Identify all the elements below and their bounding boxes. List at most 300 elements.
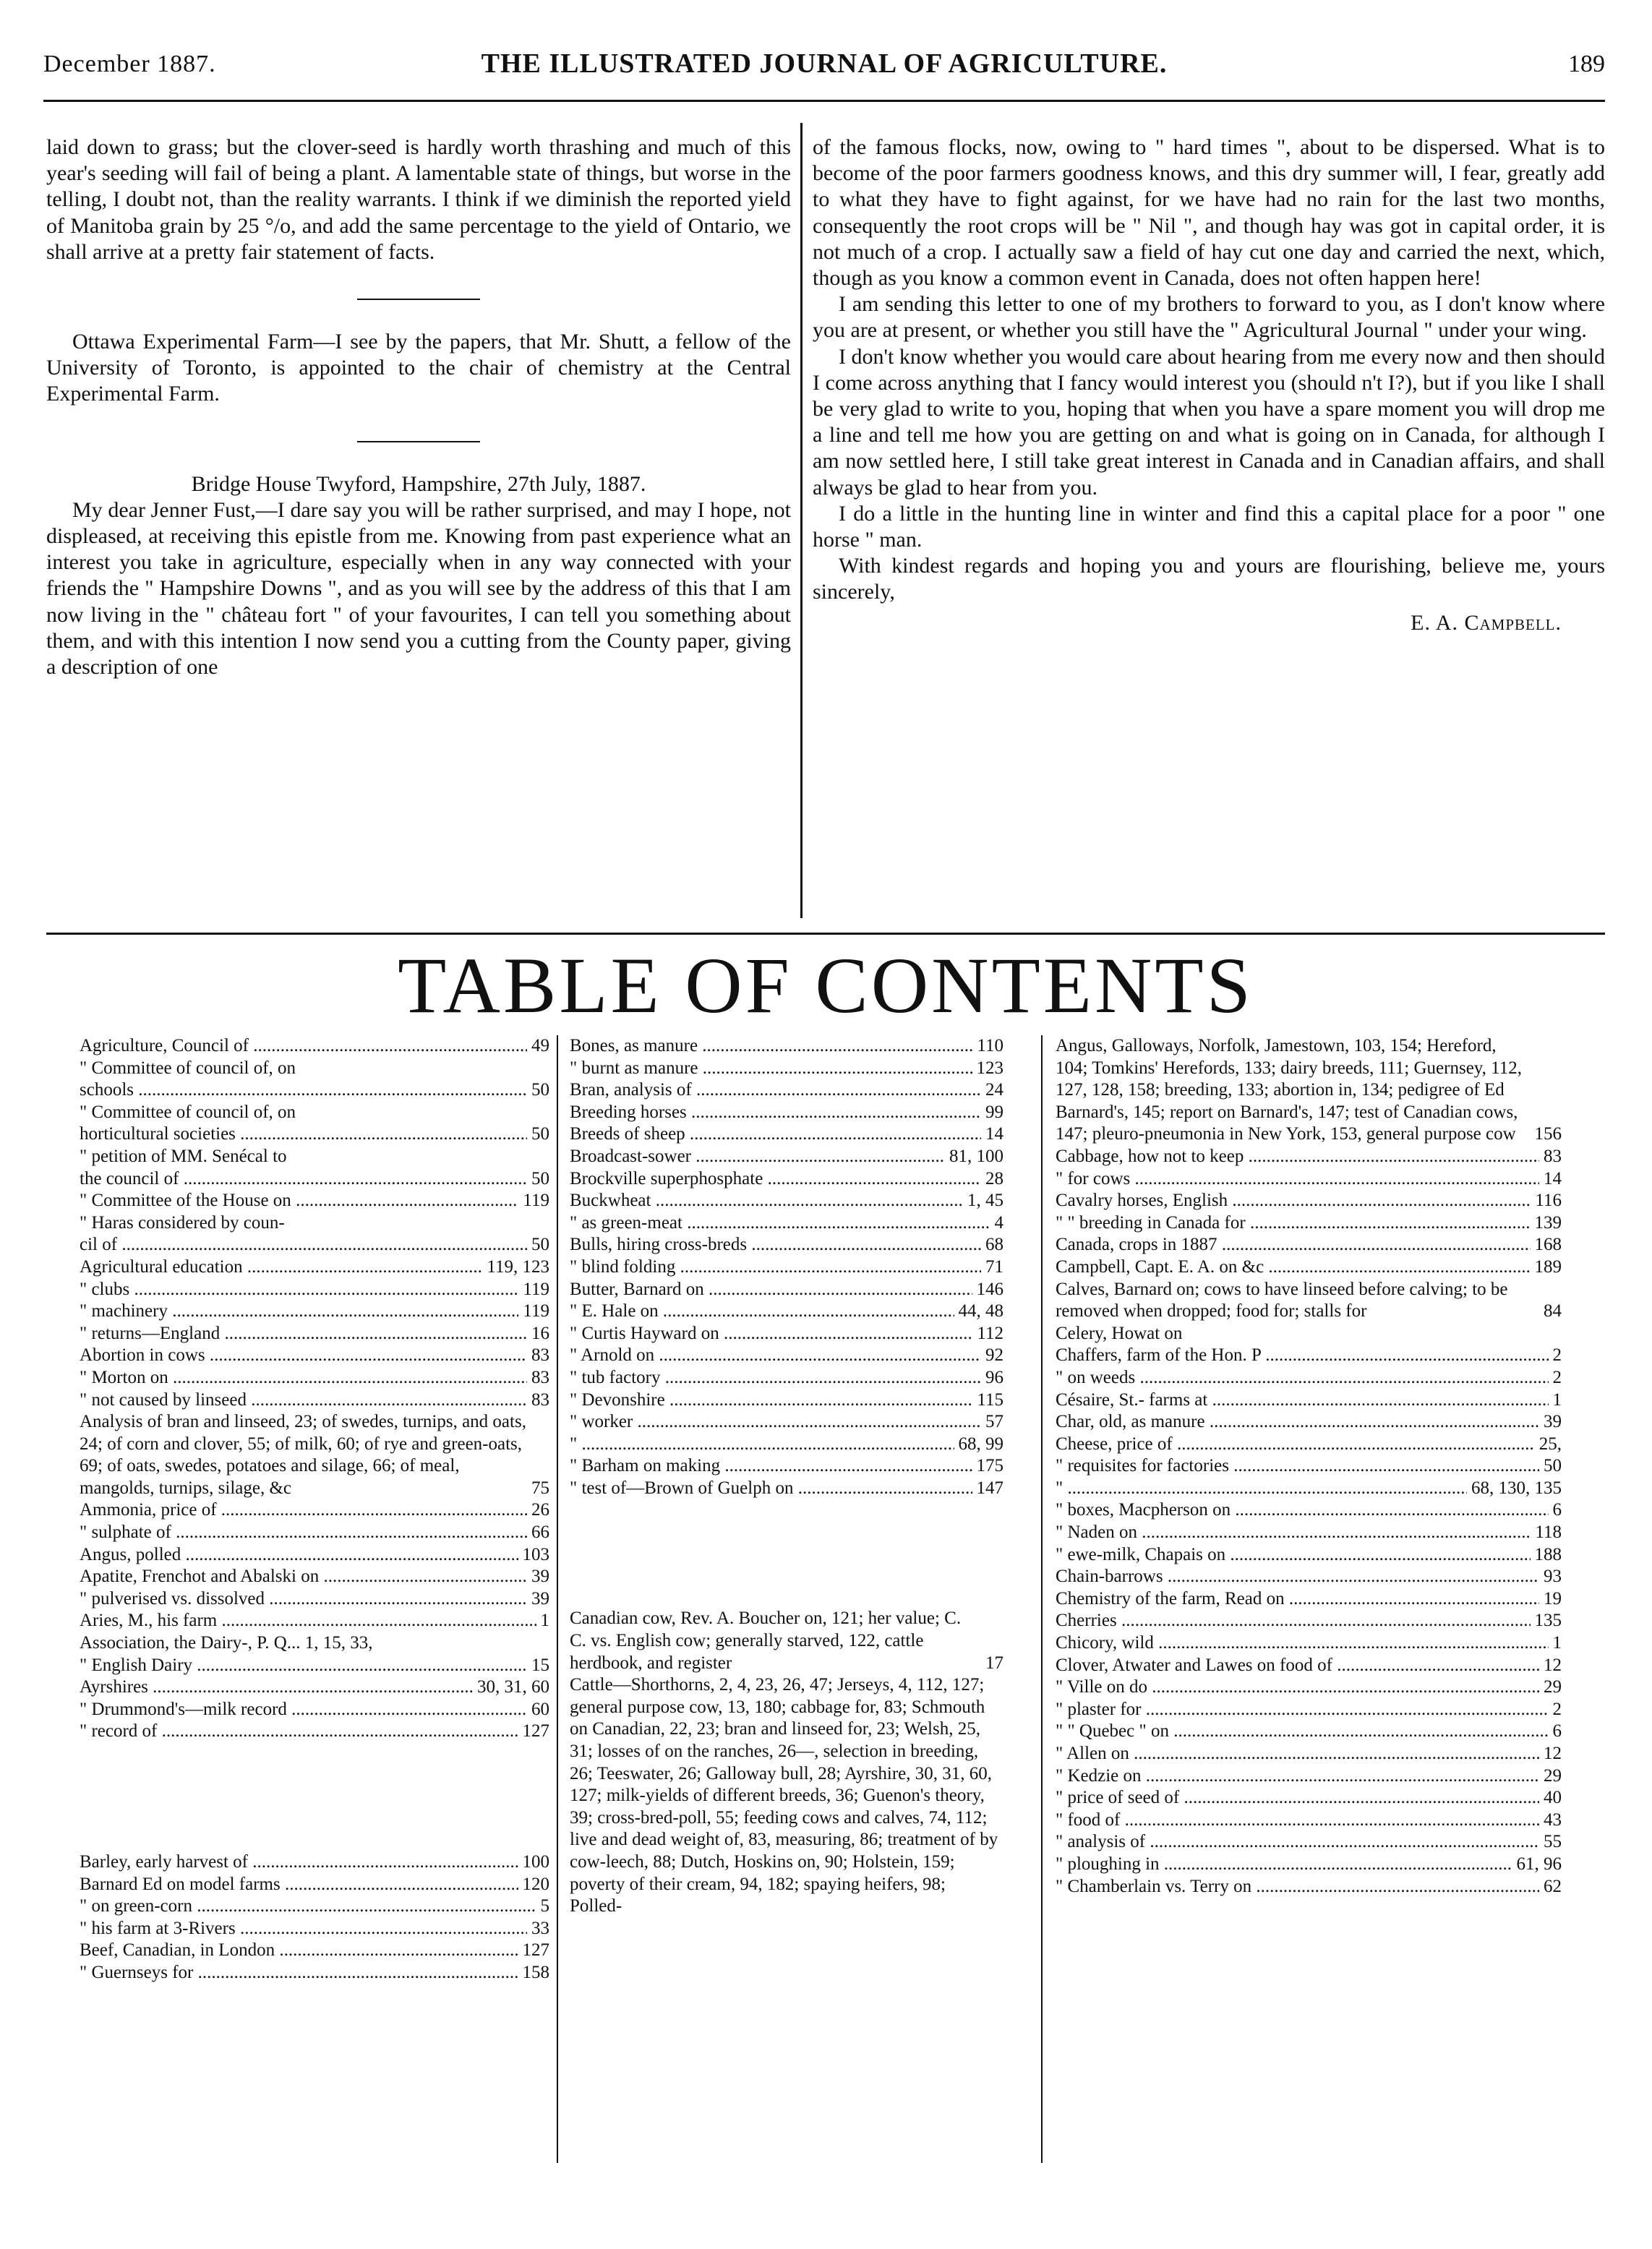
- toc-entry: [1056, 1499, 1562, 1522]
- toc-entry-title: Chaffers, farm of the Hon. P .....: [1056, 1345, 1549, 1367]
- toc-entry: [1056, 1676, 1562, 1699]
- toc-entry: [80, 1279, 549, 1301]
- toc-entry: [1056, 1787, 1562, 1809]
- toc-entry-page: 68, 130, 135: [1471, 1478, 1562, 1498]
- toc-entry: [570, 1367, 1003, 1389]
- toc-entry-page: 5: [540, 1896, 549, 1916]
- toc-entry-page: 14: [1544, 1168, 1562, 1188]
- toc-entry-page: 28: [985, 1168, 1003, 1188]
- toc-entry: [1056, 1588, 1562, 1611]
- toc-entry-title: Angus, polled .....: [80, 1544, 518, 1567]
- toc-entry-page: 1, 45: [967, 1191, 1003, 1211]
- toc-entry: [570, 1058, 1003, 1080]
- toc-entry-page: 40: [1544, 1788, 1562, 1808]
- toc-entry-page: 14: [985, 1124, 1003, 1144]
- toc-entry-title: " Curtis Hayward on .....: [570, 1323, 972, 1345]
- toc-entry-page: 6: [1552, 1500, 1562, 1520]
- toc-entry-page: 92: [985, 1345, 1003, 1366]
- toc-entry-title: " boxes, Macpherson on .....: [1056, 1499, 1549, 1522]
- toc-entry-title: " English Dairy .....: [80, 1655, 527, 1677]
- letter-dateline: Bridge House Twyford, Hampshire, 27th July, 1887.: [191, 471, 646, 496]
- toc-entry: [1056, 1522, 1562, 1544]
- toc-entry: [570, 1323, 1003, 1345]
- toc-entry-page: 116: [1535, 1191, 1562, 1211]
- paragraph: I don't know whether you would care about hearing from me every now and then should I come across anything that I fancy would interest you (should n't I?), but if you like I shall be very glad to write to you, hoping that when you have a spare moment you will drop me a line and tell me how you are getting on and what is going on in Canada, for although I am now settled here, I still take great interest in Canada and in Canadian affairs, and shall always be glad to hear from you.: [813, 344, 1605, 500]
- toc-entry-title: " clubs .....: [80, 1279, 518, 1301]
- toc-entry-page: 2: [1552, 1345, 1562, 1366]
- toc-entry-page: 25,: [1538, 1434, 1562, 1454]
- toc-entry: [1056, 1699, 1562, 1721]
- toc-entry-page: 50: [531, 1168, 549, 1188]
- toc-entry: [1056, 1190, 1562, 1212]
- paragraph: My dear Jenner Fust,—I dare say you will be rather surprised, and may I hope, not displeased, at receiving this epistle from me. Knowing from past experience what an interest you take in agriculture, especially when in any way connected with your friends the " Hampshire Downs ", and as you will see by the address of this that I am now living in the " château fort " of your favourites, I can tell you something about them, and with this intention I now send you a cutting from the County paper, giving a description of one: [46, 497, 791, 680]
- toc-entry-title: " Haras considered by coun-: [80, 1212, 285, 1233]
- paragraph: laid down to grass; but the clover-seed is hardly worth thrashing and much of this year's seeding will fail of being a plant. A lamentable state of things, but worse in the telling, I doubt not, than the reality warrants. I think if we diminish the reported yield of Manitoba grain by 25 °/o, and add the same percentage to the yield of Ontario, we shall arrive at a pretty fair statement of facts.: [46, 135, 791, 264]
- toc-entry-title: Celery, Howat on: [1056, 1323, 1183, 1343]
- toc-entry: [80, 1079, 549, 1102]
- toc-entry: [1056, 1411, 1562, 1434]
- toc-entry: [1056, 1655, 1562, 1677]
- toc-entry-page: 66: [531, 1522, 549, 1543]
- toc-entry: [80, 1035, 549, 1058]
- toc-entry-title: " test of—Brown of Guelph on .....: [570, 1478, 972, 1500]
- toc-entry-title: Canadian cow, Rev. A. Boucher on, 121; her value; C. C. vs. English cow; generally starved, 122, cattle herdbook, and register: [570, 1608, 962, 1673]
- toc-entry-title: Buckwheat .....: [570, 1190, 963, 1212]
- toc-entry-title: " ploughing in .....: [1056, 1854, 1512, 1876]
- toc-entry-title: Calves, Barnard on; cows to have linseed before calving; to be removed when dropped; food for; stalls for: [1056, 1279, 1508, 1321]
- toc-entry-title: " Committee of council of, on: [80, 1058, 296, 1078]
- toc-entry: [570, 1455, 1003, 1478]
- toc-entry: [80, 1345, 549, 1367]
- toc-entry-page: 15: [531, 1655, 549, 1675]
- toc-entry: [80, 1190, 549, 1212]
- toc-entry: [570, 1212, 1003, 1235]
- toc-entry: [570, 1301, 1003, 1323]
- toc-entry: [1056, 1323, 1562, 1345]
- toc-entry-page: 100: [522, 1852, 549, 1872]
- toc-entry-title: " .....: [570, 1434, 954, 1456]
- page-header: [43, 43, 1605, 101]
- toc-entry: [80, 1544, 549, 1567]
- toc-entry-page: 30, 31, 60: [477, 1677, 549, 1697]
- toc-entry: [1056, 1035, 1562, 1146]
- toc-entry-page: [545, 1058, 549, 1080]
- toc-entry: [570, 1608, 1003, 1674]
- toc-entry: [570, 1478, 1003, 1500]
- toc-entry: [1056, 1455, 1562, 1478]
- toc-entry-title: Barnard Ed on model farms .....: [80, 1874, 518, 1896]
- toc-entry-title: Angus, Galloways, Norfolk, Jamestown, 103, 154; Hereford, 104; Tomkins' Herefords, 133; dairy breeds, 111; Guernsey, 112, 127, 128, 158; breeding, 133; abortion in, 134; pedigree of Ed Barnard's, 145; report on Barnard's, 147; test of Canadian cows, 147; pleuro-pneumonia in New York, 153, general purpose cow: [1056, 1036, 1522, 1144]
- toc-entry: [570, 1079, 1003, 1102]
- toc-entry-title: " Arnold on .....: [570, 1345, 981, 1367]
- toc-entry-page: 12: [1544, 1744, 1562, 1763]
- toc-entry-page: 1: [540, 1611, 549, 1631]
- toc-entry: [1056, 1854, 1562, 1876]
- toc-entry-title: Beef, Canadian, in London .....: [80, 1940, 518, 1962]
- toc-entry: [1056, 1632, 1562, 1655]
- toc-entry-page: 33: [531, 1918, 549, 1938]
- paragraph: I am sending this letter to one of my brothers to forward to you, as I don't know where you are at present, or whether you still have the " Agricultural Journal " under your wing.: [813, 292, 1605, 343]
- toc-entry-page: 39: [531, 1588, 549, 1608]
- toc-entry-title: Campbell, Capt. E. A. on &c .....: [1056, 1256, 1531, 1279]
- toc-entry: [80, 1588, 549, 1611]
- toc-entry-title: " Naden on .....: [1056, 1522, 1531, 1544]
- toc-entry-title: " petition of MM. Senécal to: [80, 1146, 287, 1166]
- toc-entry-title: Canada, crops in 1887 .....: [1056, 1234, 1531, 1256]
- toc-entry-title: " Committee of council of, on: [80, 1102, 296, 1122]
- toc-entry: [80, 1058, 549, 1080]
- toc-entry: [1056, 1831, 1562, 1854]
- toc-entry-title: " returns—England .....: [80, 1323, 527, 1345]
- toc-entry-title: " " breeding in Canada for .....: [1056, 1212, 1531, 1235]
- toc-entry-page: 115: [977, 1389, 1003, 1410]
- toc-column-3: [1056, 1035, 1562, 1898]
- toc-entry: [570, 1434, 1003, 1456]
- toc-entry-title: Butter, Barnard on .....: [570, 1279, 972, 1301]
- toc-entry: [80, 1940, 549, 1962]
- toc-entry: [80, 1655, 549, 1677]
- toc-entry: [80, 1146, 549, 1168]
- toc-entry-page: 2: [1552, 1699, 1562, 1719]
- toc-entry-page: 50: [531, 1124, 549, 1144]
- section-rule: [357, 299, 480, 300]
- toc-entry-title: the council of .....: [80, 1168, 527, 1191]
- toc-entry-page: 83: [531, 1367, 549, 1387]
- toc-entry-title: " .....: [1056, 1478, 1467, 1500]
- toc-entry: [80, 1566, 549, 1588]
- toc-entry: [570, 1674, 1003, 1918]
- toc-entry: [1056, 1234, 1562, 1256]
- toc-entry-title: " on weeds .....: [1056, 1367, 1549, 1389]
- toc-entry: [1056, 1566, 1562, 1588]
- toc-entry-title: " Chamberlain vs. Terry on .....: [1056, 1876, 1539, 1898]
- toc-entry: [1056, 1279, 1562, 1323]
- toc-entry: [80, 1411, 549, 1499]
- toc-entry-page: 62: [1544, 1876, 1562, 1896]
- toc-entry-page: 127: [522, 1940, 549, 1961]
- toc-entry-title: " " Quebec " on .....: [1056, 1721, 1549, 1743]
- toc-entry-page: 75: [531, 1478, 549, 1498]
- toc-entry: [80, 1874, 549, 1896]
- toc-entry-page: 175: [976, 1456, 1003, 1476]
- toc-entry-page: 81, 100: [949, 1146, 1003, 1166]
- toc-entry: [80, 1301, 549, 1323]
- toc-entry: [1056, 1610, 1562, 1632]
- toc-entry-page: 60: [531, 1699, 549, 1719]
- toc-entry-page: 55: [1544, 1832, 1562, 1852]
- toc-entry-page: 29: [1544, 1677, 1562, 1697]
- toc-entry: [80, 1234, 549, 1256]
- toc-entry-title: " requisites for factories .....: [1056, 1455, 1539, 1478]
- toc-entry: [80, 1721, 549, 1743]
- toc-entry-title: " Committee of the House on .....: [80, 1190, 518, 1212]
- toc-entry-title: " as green-meat .....: [570, 1212, 990, 1235]
- column-divider: [800, 123, 803, 918]
- toc-entry-title: " food of .....: [1056, 1809, 1539, 1832]
- toc-entry-page: 112: [977, 1323, 1003, 1343]
- paragraph: Ottawa Experimental Farm—I see by the papers, that Mr. Shutt, a fellow of the University of Toronto, is appointed to the chair of chemistry at the Central Experimental Farm.: [46, 330, 791, 406]
- toc-entry: [570, 1168, 1003, 1191]
- toc-entry-page: [1557, 1323, 1562, 1345]
- page-number: 189: [1568, 51, 1605, 77]
- toc-entry-title: cil of .....: [80, 1234, 527, 1256]
- toc-entry-page: 156: [1534, 1124, 1562, 1144]
- toc-entry-page: 110: [977, 1036, 1003, 1055]
- toc-entry-page: 57: [985, 1412, 1003, 1432]
- toc-entry-title: " Guernseys for .....: [80, 1962, 518, 1984]
- toc-entry: [1056, 1721, 1562, 1743]
- toc-entry: [80, 1389, 549, 1412]
- toc-entry-page: 24: [985, 1080, 1003, 1100]
- toc-entry-title: " Devonshire .....: [570, 1389, 972, 1412]
- toc-entry-page: 158: [522, 1962, 549, 1982]
- toc-entry-title: Cabbage, how not to keep .....: [1056, 1146, 1539, 1168]
- toc-entry-title: Ammonia, price of .....: [80, 1499, 527, 1522]
- toc-entry-page: 96: [985, 1367, 1003, 1387]
- right-column: [813, 134, 1605, 636]
- toc-entry: [80, 1212, 549, 1235]
- toc-entry-title: " sulphate of .....: [80, 1522, 527, 1544]
- toc-entry: [1056, 1544, 1562, 1567]
- toc-entry-title: Breeding horses .....: [570, 1102, 981, 1124]
- paragraph: I do a little in the hunting line in winter and find this a capital place for a poor " one horse " man.: [813, 501, 1605, 552]
- toc-entry-title: " blind folding .....: [570, 1256, 981, 1279]
- toc-entry-title: " E. Hale on .....: [570, 1301, 954, 1323]
- issue-date: December 1887.: [43, 51, 216, 77]
- toc-entry-title: " tub factory .....: [570, 1367, 981, 1389]
- toc-entry-title: Abortion in cows .....: [80, 1345, 527, 1367]
- toc-entry: [570, 1256, 1003, 1279]
- toc-entry: [570, 1102, 1003, 1124]
- toc-entry-title: " analysis of .....: [1056, 1831, 1539, 1854]
- toc-entry-page: 6: [1552, 1721, 1562, 1742]
- toc-entry-page: [545, 1632, 549, 1655]
- toc-entry-page: 83: [531, 1389, 549, 1410]
- toc-entry: [80, 1676, 549, 1699]
- toc-entry-title: " on green-corn .....: [80, 1895, 536, 1918]
- toc-entry-title: " record of .....: [80, 1721, 518, 1743]
- journal-title: THE ILLUSTRATED JOURNAL OF AGRICULTURE.: [481, 48, 1168, 79]
- toc-entry: [80, 1522, 549, 1544]
- toc-entry: [80, 1323, 549, 1345]
- toc-column-divider: [557, 1035, 558, 2163]
- toc-entry-page: 127: [522, 1721, 549, 1742]
- toc-entry-page: 119: [523, 1279, 549, 1299]
- toc-entry: [1056, 1345, 1562, 1367]
- toc-entry-title: Ayrshires .....: [80, 1676, 473, 1699]
- toc-entry-title: Chemistry of the farm, Read on .....: [1056, 1588, 1539, 1611]
- toc-entry-title: Bran, analysis of .....: [570, 1079, 981, 1102]
- toc-entry: [80, 1962, 549, 1984]
- toc-entry-page: 29: [1544, 1765, 1562, 1786]
- toc-entry-title: Barley, early harvest of .....: [80, 1851, 518, 1874]
- toc-entry-page: 123: [976, 1058, 1003, 1078]
- toc-entry: [570, 1411, 1003, 1434]
- toc-entry: [80, 1123, 549, 1146]
- toc-title: TABLE OF CONTENTS: [398, 941, 1254, 1029]
- toc-entry-page: 61, 96: [1516, 1854, 1562, 1874]
- toc-entry-page: 83: [1544, 1146, 1562, 1166]
- toc-entry-title: Bones, as manure .....: [570, 1035, 972, 1058]
- toc-entry: [80, 1895, 549, 1918]
- paragraph: With kindest regards and hoping you and yours are flourishing, believe me, yours sincerely,: [813, 554, 1605, 604]
- toc-entry-title: " Allen on .....: [1056, 1743, 1539, 1765]
- toc-entry: [570, 1190, 1003, 1212]
- toc-entry: [1056, 1367, 1562, 1389]
- toc-entry-title: " for cows .....: [1056, 1168, 1539, 1191]
- toc-entry-title: Breeds of sheep .....: [570, 1123, 981, 1146]
- toc-entry: [80, 1610, 549, 1632]
- toc-entry: [80, 1367, 549, 1389]
- toc-entry-page: 68: [985, 1235, 1003, 1255]
- toc-entry-title: " plaster for .....: [1056, 1699, 1549, 1721]
- toc-column-2: [570, 1035, 1003, 1918]
- letter-signature: E. A. Campbell.: [1411, 610, 1562, 635]
- toc-entry-page: 83: [531, 1345, 549, 1366]
- toc-entry: [1056, 1212, 1562, 1235]
- toc-entry-title: Agriculture, Council of .....: [80, 1035, 527, 1058]
- toc-entry-page: 146: [976, 1279, 1003, 1299]
- toc-entry-page: 147: [976, 1478, 1003, 1498]
- toc-entry-page: 19: [1544, 1588, 1562, 1608]
- toc-entry: [570, 1035, 1003, 1058]
- toc-entry: [1056, 1478, 1562, 1500]
- toc-entry: [570, 1345, 1003, 1367]
- toc-entry-page: 103: [522, 1544, 549, 1564]
- toc-entry-page: 39: [1544, 1412, 1562, 1432]
- toc-entry-title: Apatite, Frenchot and Abalski on .....: [80, 1566, 527, 1588]
- toc-entry: [1056, 1876, 1562, 1898]
- toc-entry-page: 50: [531, 1080, 549, 1100]
- toc-entry-page: 68, 99: [958, 1434, 1003, 1454]
- toc-entry-page: 119: [523, 1301, 549, 1321]
- toc-entry-title: " worker .....: [570, 1411, 981, 1434]
- toc-entry: [1056, 1765, 1562, 1788]
- toc-entry-page: 39: [531, 1567, 549, 1587]
- header-rule: [43, 100, 1605, 102]
- toc-entry-title: horticultural societies .....: [80, 1123, 527, 1146]
- toc-entry: [570, 1389, 1003, 1412]
- toc-entry-page: 49: [531, 1036, 549, 1055]
- toc-entry-title: Cheese, price of .....: [1056, 1434, 1535, 1456]
- left-column: [46, 134, 791, 680]
- toc-entry-page: 50: [531, 1235, 549, 1255]
- section-rule: [357, 441, 480, 442]
- toc-entry-page: 17: [985, 1653, 1003, 1673]
- toc-entry: [80, 1256, 549, 1279]
- toc-entry: [1056, 1256, 1562, 1279]
- paragraph: of the famous flocks, now, owing to " hard times ", about to be dispersed. What is to become of the poor farmers goodness knows, and this dry summer will, I fear, greatly add to what they have to fight against, for we have had no rain for the last two months, consequently the root crops will be " Nil ", and though hay was got in capital order, it is not much of a crop. I actually saw a field of hay cut one day and carried the next, which, though as you know a common event in Canada, does not often happen here!: [813, 135, 1605, 291]
- toc-entry-title: Association, the Dairy-, P. Q... 1, 15, 33,: [80, 1633, 373, 1653]
- toc-entry-title: " Kedzie on .....: [1056, 1765, 1539, 1788]
- toc-entry-title: Cavalry horses, English .....: [1056, 1190, 1531, 1212]
- toc-entry-page: 139: [1534, 1212, 1562, 1233]
- toc-entry: [570, 1279, 1003, 1301]
- toc-entry-title: Agricultural education .....: [80, 1256, 482, 1279]
- toc-entry-page: 16: [531, 1323, 549, 1343]
- toc-entry-page: 44, 48: [958, 1301, 1003, 1321]
- toc-entry-title: schools .....: [80, 1079, 527, 1102]
- toc-entry-page: 50: [1544, 1456, 1562, 1476]
- toc-entry-title: Chicory, wild .....: [1056, 1632, 1549, 1655]
- toc-entry-title: " Drummond's—milk record .....: [80, 1699, 527, 1721]
- toc-entry: [1056, 1434, 1562, 1456]
- toc-entry-title: " his farm at 3-Rivers .....: [80, 1918, 527, 1940]
- toc-entry-page: [545, 1146, 549, 1168]
- toc-entry: [80, 1499, 549, 1522]
- toc-entry-page: [545, 1212, 549, 1235]
- toc-entry-page: 189: [1534, 1256, 1562, 1277]
- toc-entry-title: " not caused by linseed .....: [80, 1389, 527, 1412]
- toc-entry-title: Chain-barrows .....: [1056, 1566, 1539, 1588]
- toc-entry: [1056, 1389, 1562, 1412]
- toc-entry-page: 2: [1552, 1367, 1562, 1387]
- toc-entry: [570, 1234, 1003, 1256]
- toc-entry: [1056, 1809, 1562, 1832]
- toc-entry-title: Bulls, hiring cross-breds .....: [570, 1234, 981, 1256]
- toc-entry: [80, 1102, 549, 1124]
- toc-entry-title: Char, old, as manure .....: [1056, 1411, 1539, 1434]
- toc-entry-title: " machinery .....: [80, 1301, 518, 1323]
- toc-entry-page: 188: [1534, 1544, 1562, 1564]
- toc-entry-page: 12: [1544, 1655, 1562, 1675]
- toc-entry-title: " burnt as manure .....: [570, 1058, 972, 1080]
- toc-entry-page: 4: [994, 1212, 1003, 1233]
- toc-entry-page: 168: [1534, 1235, 1562, 1255]
- toc-entry-page: 84: [1544, 1301, 1562, 1321]
- toc-entry: [1056, 1168, 1562, 1191]
- toc-entry-title: " ewe-milk, Chapais on .....: [1056, 1544, 1531, 1567]
- toc-entry-title: " Ville on do .....: [1056, 1676, 1539, 1699]
- toc-column-divider: [1041, 1035, 1043, 2163]
- toc-entry: [80, 1168, 549, 1191]
- toc-entry: [80, 1851, 549, 1874]
- toc-entry: [1056, 1146, 1562, 1168]
- toc-entry-page: 43: [1544, 1809, 1562, 1830]
- toc-entry-title: " Barham on making .....: [570, 1455, 972, 1478]
- toc-entry-page: 99: [985, 1102, 1003, 1122]
- toc-rule: [46, 933, 1605, 935]
- toc-entry-title: Broadcast-sower .....: [570, 1146, 945, 1168]
- toc-entry-title: Cattle—Shorthorns, 2, 4, 23, 26, 47; Jerseys, 4, 112, 127; general purpose cow, 13, 180; cabbage for, 83; Schmouth on Canadian, 22, 23; bran and linseed for, 23; Welsh, 25, 31; losses of on the ranches, 26—, selection in breeding, 26; Teeswater, 26; Galloway bull, 28; Ayrshire, 30, 31, 60, 127; milk-yields of different breeds, 36; Guenon's theory, 39; cross-bred-poll, 55; feeding cows and calves, 74, 112; live and dead weight of, 83, measuring, 86; treatment of by cow-leech, 88; Dutch, Hoskins on, 90; Holstein, 159; poverty of their cream, 94, 182; spaying heifers, 98; Polled-: [570, 1675, 998, 1916]
- toc-entry: [570, 1146, 1003, 1168]
- toc-entry-title: Aries, M., his farm .....: [80, 1610, 536, 1632]
- toc-entry-title: " Morton on .....: [80, 1367, 527, 1389]
- toc-entry-page: 119, 123: [487, 1256, 549, 1277]
- toc-entry-title: " price of seed of .....: [1056, 1787, 1539, 1809]
- toc-entry-page: 135: [1534, 1611, 1562, 1631]
- toc-entry-page: 118: [1535, 1522, 1562, 1543]
- toc-entry-page: 93: [1544, 1567, 1562, 1587]
- toc-entry-page: 1: [1552, 1389, 1562, 1410]
- toc-entry: [1056, 1743, 1562, 1765]
- toc-entry: [80, 1699, 549, 1721]
- toc-entry-title: Brockville superphosphate .....: [570, 1168, 981, 1191]
- toc-entry-page: 120: [522, 1874, 549, 1894]
- toc-entry-title: Analysis of bran and linseed, 23; of swedes, turnips, and oats, 24; of corn and clover, 55; of milk, 60; of rye and green-oats, 69; of oats, swedes, potatoes and silage, 66; of meal, mangolds, turnips, silage, &c: [80, 1412, 526, 1498]
- toc-entry-title: Cherries .....: [1056, 1610, 1531, 1632]
- toc-entry-title: Césaire, St.- farms at .....: [1056, 1389, 1549, 1412]
- toc-entry-page: [545, 1102, 549, 1124]
- toc-column-1: [80, 1035, 549, 1984]
- toc-entry-page: 1: [1552, 1633, 1562, 1653]
- toc-entry-title: " pulverised vs. dissolved .....: [80, 1588, 527, 1611]
- toc-entry-page: 119: [523, 1191, 549, 1211]
- toc-entry-page: 71: [985, 1256, 1003, 1277]
- toc-entry: [570, 1123, 1003, 1146]
- toc-entry-page: 26: [531, 1500, 549, 1520]
- toc-entry: [80, 1632, 549, 1655]
